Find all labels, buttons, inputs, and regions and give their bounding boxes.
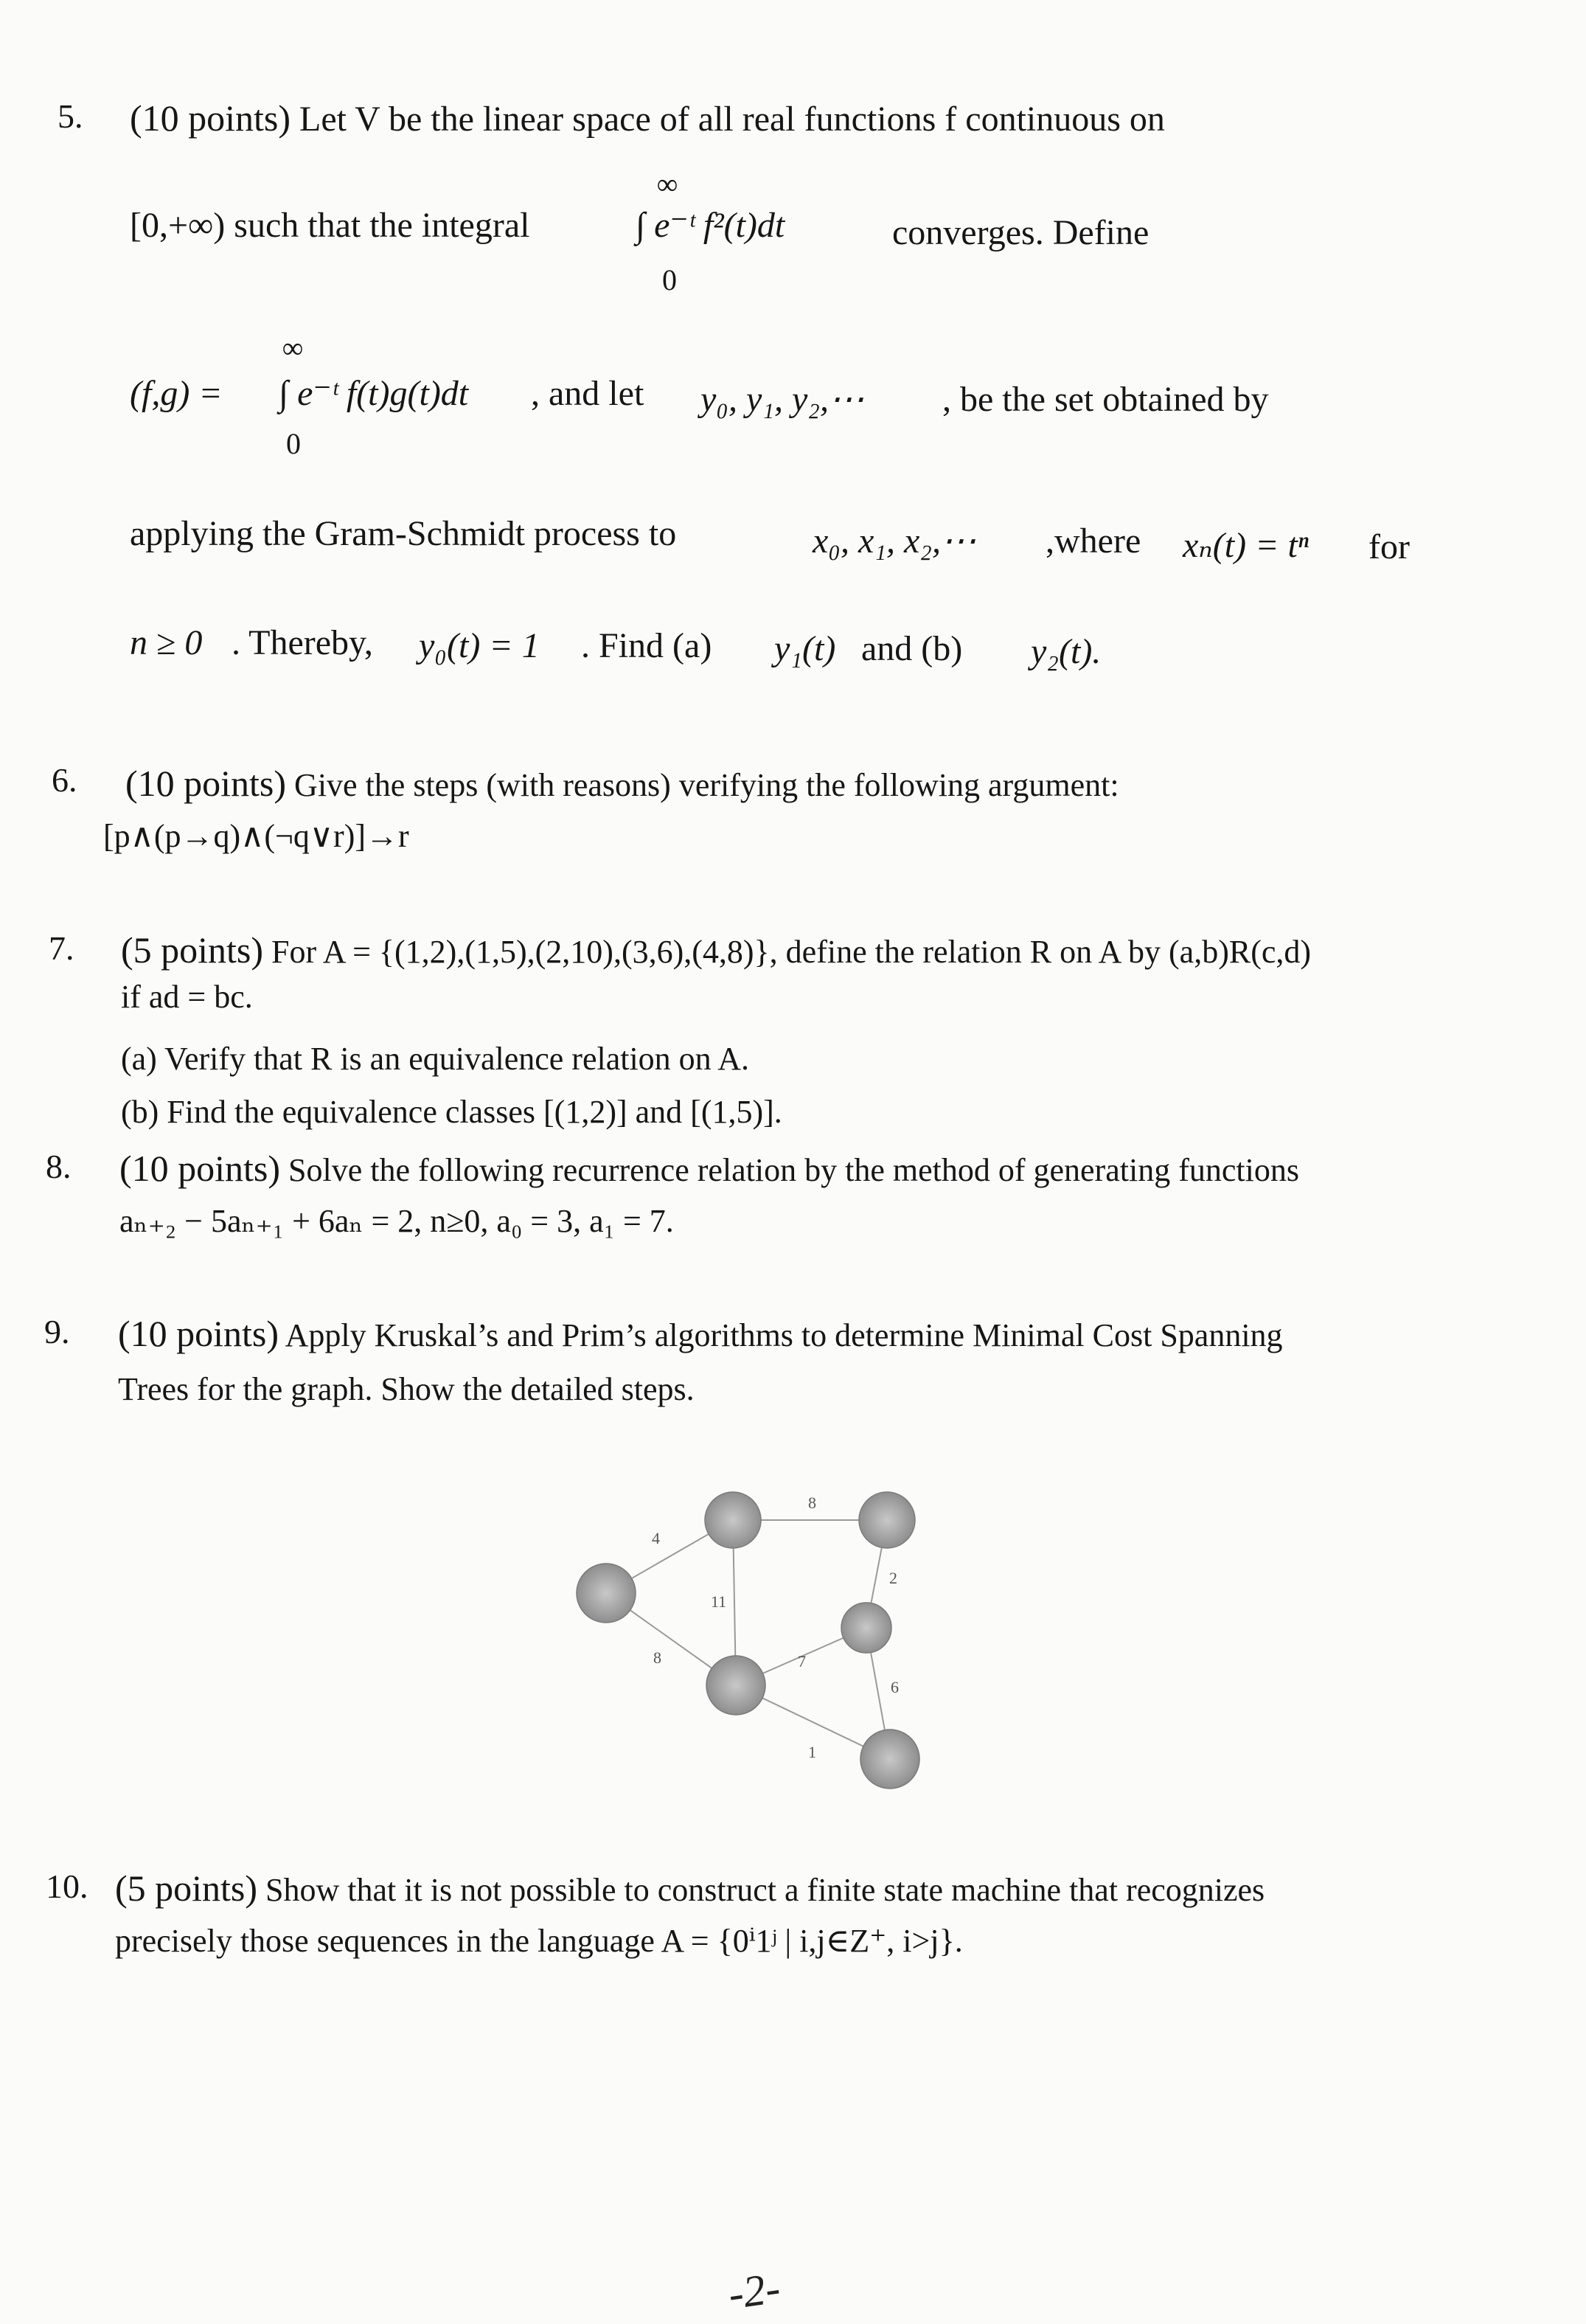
problem-9-text-2: Trees for the graph. Show the detailed steps. <box>118 1371 695 1407</box>
problem-9-points: (10 points) <box>118 1313 279 1354</box>
problem-6-points: (10 points) <box>125 763 287 804</box>
node-left <box>577 1564 636 1623</box>
problem-5-text-5: , be the set obtained by <box>942 380 1269 419</box>
integral-f2: ∫ e⁻ᵗ f²(t)dt <box>636 206 785 245</box>
weight-label: 11 <box>711 1592 727 1611</box>
problem-5-text-8: for <box>1368 527 1410 566</box>
problem-5-line-2 <box>130 204 529 248</box>
problem-5-text-4: , and let <box>531 374 644 413</box>
n-condition: n ≥ 0 <box>130 623 203 662</box>
xn-definition: xₙ(t) = tⁿ <box>1183 526 1309 565</box>
node-top-right <box>859 1492 915 1548</box>
problem-7-text-2: if ad = bc. <box>121 979 253 1015</box>
problem-7-line-1 <box>121 928 1311 974</box>
problem-8-line-1 <box>119 1146 1299 1193</box>
problem-7-part-a: (a) Verify that R is an equivalence relation on A. <box>121 1041 750 1077</box>
y0-definition: y₀(t) = 1 <box>419 626 540 665</box>
problem-9-text: Apply Kruskal’s and Prim’s algorithms to determine Minimal Cost Spanning <box>285 1317 1283 1353</box>
inner-product-lhs: (f,g) = <box>130 374 223 413</box>
problem-9-number: 9. <box>44 1313 70 1350</box>
problem-6-formula: [p∧(p→q)∧(¬q∨r)]→r <box>103 818 409 854</box>
inner-product-lower-limit: 0 <box>286 427 301 460</box>
inner-product-upper-limit: ∞ <box>282 331 304 364</box>
problem-5-text-11: and (b) <box>861 629 963 668</box>
problem-5-text-10: . Find (a) <box>581 626 712 665</box>
problem-5-text-3: converges. Define <box>892 213 1149 252</box>
problem-5-text-2: [0,+∞) such that the integral <box>130 206 530 245</box>
problem-10-number: 10. <box>46 1867 88 1905</box>
problem-5-text-1: Let V be the linear space of all real functions f continuous on <box>299 100 1165 139</box>
problem-10-text: Show that it is not possible to construct a finite state machine that recognizes <box>265 1872 1265 1908</box>
problem-5-text-9: . Thereby, <box>232 623 373 662</box>
integral-lower-limit: 0 <box>662 263 677 296</box>
weight-label: 8 <box>808 1494 816 1512</box>
weight-label: 1 <box>808 1743 816 1761</box>
node-top-left <box>705 1492 761 1548</box>
weight-label: 6 <box>891 1678 899 1696</box>
page-number: -2- <box>725 2263 784 2319</box>
x-sequence: x₀, x₁, x₂,⋯ <box>813 521 976 561</box>
weighted-graph <box>560 1457 944 1796</box>
weight-label: 4 <box>652 1529 660 1547</box>
graph-nodes <box>577 1492 919 1789</box>
problem-6-number: 6. <box>52 761 77 799</box>
problem-5-line-1 <box>130 96 1165 142</box>
weight-label: 8 <box>653 1648 661 1667</box>
problem-5-text-6: applying the Gram-Schmidt process to <box>130 514 677 553</box>
problem-7-number: 7. <box>49 929 74 967</box>
integral-upper-limit: ∞ <box>656 167 678 201</box>
problem-5-number: 5. <box>58 97 83 135</box>
problem-5-points: (10 points) <box>130 97 291 139</box>
weight-label: 2 <box>889 1569 897 1587</box>
problem-8-points: (10 points) <box>119 1148 281 1189</box>
problem-5-text-7: ,where <box>1046 521 1141 561</box>
inner-product-rhs: ∫ e⁻ᵗ f(t)g(t)dt <box>279 374 469 413</box>
weight-label: 7 <box>798 1652 806 1671</box>
problem-10-text-2: precisely those sequences in the language A = {0ⁱ1ʲ | i,j∈Z⁺, i>j}. <box>115 1923 963 1959</box>
problem-10-points: (5 points) <box>115 1867 258 1909</box>
problem-7-part-b: (b) Find the equivalence classes [(1,2)] and [(1,5)]. <box>121 1094 782 1130</box>
problem-8-number: 8. <box>46 1148 72 1185</box>
problem-9-line-1 <box>118 1311 1283 1358</box>
problem-6-text: Give the steps (with reasons) verifying the following argument: <box>294 767 1119 803</box>
node-bottom-right <box>860 1730 919 1789</box>
problem-8-text: Solve the following recurrence relation by the method of generating functions <box>288 1152 1299 1188</box>
problem-7-points: (5 points) <box>121 929 264 971</box>
node-center <box>706 1656 765 1715</box>
integral-f2-limits <box>649 167 686 201</box>
y1-function: y₁(t) <box>774 629 836 668</box>
problem-7-text: For A = {(1,2),(1,5),(2,10),(3,6),(4,8)}, define the relation R on A by (a,b)R(c,d) <box>271 934 1312 970</box>
problem-10-line-1 <box>115 1866 1265 1912</box>
problem-8-formula: aₙ₊₂ − 5aₙ₊₁ + 6aₙ = 2, n≥0, a₀ = 3, a₁ = 7. <box>119 1203 674 1239</box>
y2-function: y₂(t). <box>1031 632 1102 671</box>
y-sequence: y₀, y₁, y₂,⋯ <box>700 380 864 419</box>
node-right-middle <box>841 1603 891 1653</box>
problem-6-line-1 <box>125 761 1119 808</box>
